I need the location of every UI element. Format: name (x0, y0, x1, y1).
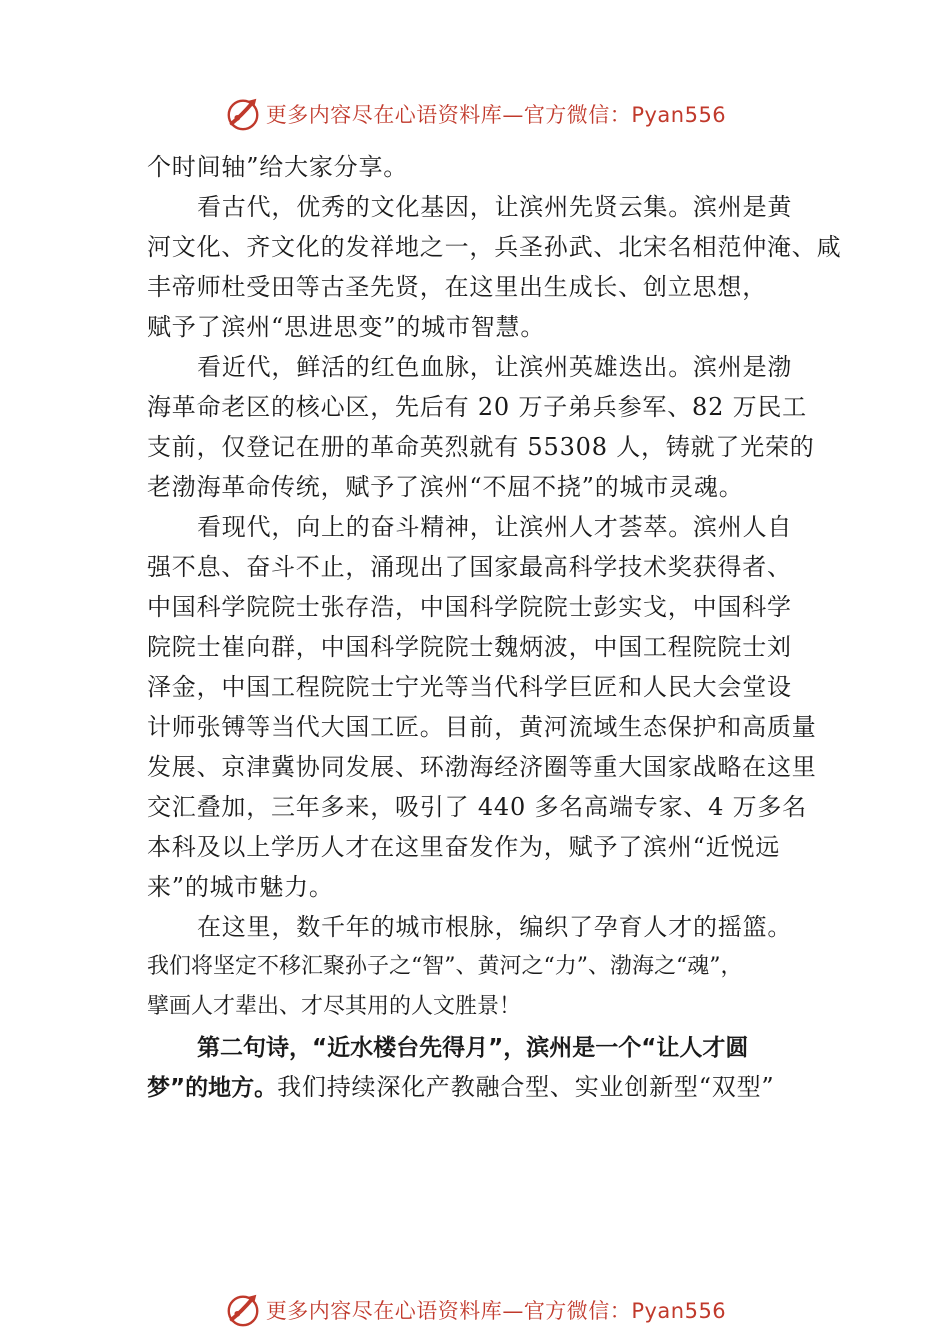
text-line: 看现代，向上的奋斗精神，让滨州人才荟萃。滨州人自 (197, 513, 793, 541)
text-line: 在这里，数千年的城市根脉，编织了孕育人才的摇篮。 (197, 913, 793, 941)
footer-wechat-label: 官方微信： (523, 1299, 632, 1323)
mixed-line (147, 1067, 822, 1107)
text-line: 看近代，鲜活的红色血脉，让滨州英雄迭出。滨州是渤 (197, 353, 793, 381)
text-line: 海革命老区的核心区，先后有 20 万子弟兵参军、82 万民工 (147, 393, 807, 421)
footer-banner (0, 1290, 950, 1330)
document-body (147, 147, 842, 1107)
text-line: 擘画人才辈出、才尽其用的人文胜景！ (147, 994, 522, 1019)
brush-logo-icon (224, 95, 262, 133)
text-line: 丰帝师杜受田等古圣先贤，在这里出生成长、创立思想， (147, 273, 767, 301)
text-line: 泽金，中国工程院院士宁光等当代科学巨匠和人民大会堂设 (147, 673, 792, 701)
text-line: 来”的城市魅力。 (147, 873, 334, 901)
bold-heading-text: 第二句诗，“近水楼台先得月”，滨州是一个“让人才圆 (197, 1035, 749, 1061)
text-line: 看古代，优秀的文化基因，让滨州先贤云集。滨州是黄 (197, 193, 793, 221)
text-line: 中国科学院院士张存浩，中国科学院院士彭实戈，中国科学 (147, 593, 792, 621)
footer-site-name: 更多内容尽在心语资料库 (265, 1299, 503, 1323)
text-line: 老渤海革命传统，赋予了滨州“不屈不挠”的城市灵魂。 (147, 473, 744, 501)
text-span: 我们持续深化产教融合型、实业创新型“双型” (277, 1073, 775, 1101)
header-wechat-label: 官方微信： (523, 103, 632, 127)
text-line: 我们将坚定不移汇聚孙子之“智”、黄河之“力”、渤海之“魂”， (147, 954, 743, 979)
text-line: 强不息、奋斗不止，涌现出了国家最高科学技术奖获得者、 (147, 553, 792, 581)
bold-line (147, 1027, 822, 1067)
bold-heading-text: 梦”的地方。 (147, 1075, 278, 1101)
header-separator: — (502, 103, 524, 127)
header-wechat-handle: Pyan556 (631, 103, 727, 127)
text-line: 院院士崔向群，中国科学院院士魏炳波，中国工程院院士刘 (147, 633, 792, 661)
header-banner (0, 94, 950, 134)
text-line: 赋予了滨州“思进思变”的城市智慧。 (147, 313, 546, 341)
text-line: 计师张镈等当代大国工匠。目前，黄河流域生态保护和高质量 (147, 713, 817, 741)
text-line: 本科及以上学历人才在这里奋发作为，赋予了滨州“近悦远 (147, 833, 781, 861)
header-site-name: 更多内容尽在心语资料库 (265, 103, 503, 127)
text-line: 支前，仅登记在册的革命英烈就有 55308 人，铸就了光荣的 (147, 433, 815, 461)
text-line: 河文化、齐文化的发祥地之一，兵圣孙武、北宋名相范仲淹、咸 (147, 233, 842, 261)
text-line: 发展、京津冀协同发展、环渤海经济圈等重大国家战略在这里 (147, 753, 817, 781)
brush-logo-icon (224, 1291, 262, 1329)
text-line: 个时间轴”给大家分享。 (147, 153, 409, 181)
footer-wechat-handle: Pyan556 (631, 1299, 727, 1323)
text-line: 交汇叠加，三年多来，吸引了 440 多名高端专家、4 万多名 (147, 793, 807, 821)
footer-separator: — (502, 1299, 524, 1323)
